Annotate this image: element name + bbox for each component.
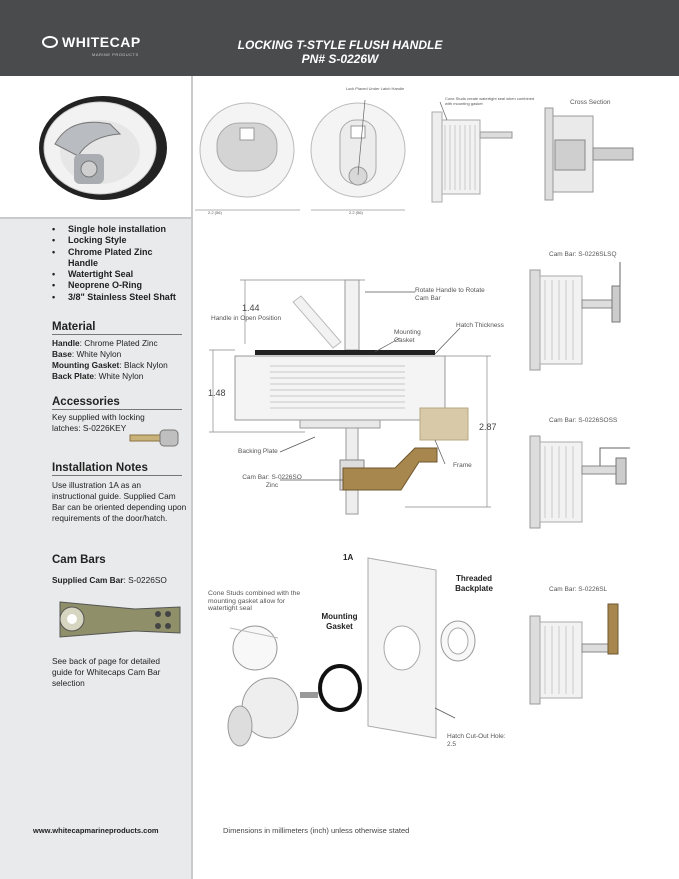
website-link[interactable]: www.whitecapmarineproducts.com bbox=[33, 826, 159, 835]
cam-bar-zinc-label: Cam Bar: S-0226SO Zinc bbox=[242, 474, 302, 489]
cam-slsq-drawing bbox=[530, 262, 665, 382]
fig-1a-label: 1A bbox=[343, 553, 354, 562]
supplied-cam-value: S-0226SO bbox=[128, 575, 167, 585]
installation-text: Use illustration 1A as an instructional guide. Supplied Cam Bar can be oriented depending upon requirements of the door/hatch. bbox=[52, 480, 187, 523]
logo-icon bbox=[42, 36, 58, 48]
feature-item: • Neoprene O-Ring bbox=[52, 280, 182, 291]
cam-soss-label: Cam Bar: S-0226SOSS bbox=[549, 417, 618, 424]
cam-bar-photo bbox=[50, 597, 185, 642]
title-line-1: LOCKING T-STYLE FLUSH HANDLE bbox=[237, 38, 443, 52]
base-label: Base bbox=[52, 349, 72, 359]
product-photo bbox=[0, 76, 191, 219]
accessories-heading: Accessories bbox=[52, 396, 182, 410]
accessories-text: Key supplied with locking latches: S-0226KEY bbox=[52, 412, 145, 433]
material-heading: Material bbox=[52, 321, 182, 335]
feature-item: • Watertight Seal bbox=[52, 269, 182, 280]
mounting-gasket-label: Mounting Gasket bbox=[394, 329, 421, 344]
threaded-backplate-label: Threaded Backplate bbox=[455, 574, 493, 593]
dim-left: 2.2 (56) bbox=[208, 210, 222, 215]
handle-value: Chrome Plated Zinc bbox=[84, 338, 158, 348]
see-back-text: See back of page for detailed guide for Whitecaps Cam Bar selection bbox=[52, 656, 161, 688]
hatch-thickness-label: Hatch Thickness bbox=[456, 322, 504, 329]
backplate-value: White Nylon bbox=[98, 371, 144, 381]
page-header bbox=[0, 0, 679, 76]
dim-right: 2.2 (56) bbox=[349, 210, 363, 215]
feature-item: • Locking Style bbox=[52, 235, 182, 246]
dim-2-87: 2.87 bbox=[479, 422, 497, 432]
key-icon bbox=[130, 428, 180, 448]
cross-section-label: Cross Section bbox=[570, 99, 611, 106]
feature-item: • Single hole installation bbox=[52, 224, 182, 235]
hatch-cutout-label: Hatch Cut-Out Hole: 2.5 bbox=[447, 733, 506, 748]
feature-list bbox=[52, 224, 182, 303]
brand-sub: MARINE PRODUCTS bbox=[92, 52, 139, 57]
backing-plate-label: Backing Plate bbox=[238, 448, 278, 455]
backplate-label: Back Plate bbox=[52, 371, 94, 381]
dim-1-44: 1.44 bbox=[242, 303, 260, 313]
page-title bbox=[200, 38, 480, 66]
cam-bars-heading: Cam Bars bbox=[52, 554, 106, 566]
rotate-label: Rotate Handle to Rotate Cam Bar bbox=[415, 287, 485, 302]
handle-label: Handle bbox=[52, 338, 80, 348]
title-line-2: PN# S-0226W bbox=[301, 52, 379, 66]
brand-logo bbox=[42, 34, 141, 50]
gasket-value: Black Nylon bbox=[123, 360, 168, 370]
handle-open-label: Handle in Open Position bbox=[211, 315, 282, 322]
frame-label: Frame bbox=[453, 462, 472, 469]
dim-1-48: 1.48 bbox=[208, 388, 226, 398]
supplied-cam-bar: Supplied Cam Bar: S-0226SO bbox=[52, 575, 167, 585]
lock-label: Lock Placed Under Latch Handle bbox=[345, 86, 405, 91]
cam-slsq-label: Cam Bar: S-0226SLSQ bbox=[549, 251, 617, 258]
cone-label: Cone Studs create watertight seal when combined with mounting gasket bbox=[445, 96, 535, 106]
mounting-gasket-bold-label: Mounting Gasket bbox=[321, 612, 358, 631]
dimensions-note: Dimensions in millimeters (inch) unless otherwise stated bbox=[223, 826, 410, 835]
base-value: White Nylon bbox=[76, 349, 122, 359]
feature-item: • Chrome Plated Zinc Handle bbox=[52, 247, 182, 270]
cam-sl-label: Cam Bar: S-0226SL bbox=[549, 586, 608, 593]
gasket-label: Mounting Gasket bbox=[52, 360, 120, 370]
brand-name: WHITECAP bbox=[62, 34, 141, 50]
feature-item: • 3/8" Stainless Steel Shaft bbox=[52, 292, 182, 303]
supplied-cam-label: Supplied Cam Bar bbox=[52, 575, 124, 585]
cone-studs-label: Cone Studs combined with the mounting gasket allow for watertight seal bbox=[208, 590, 301, 612]
material-list: Handle: Chrome Plated Zinc Base: White Nylon Mounting Gasket: Black Nylon Back Plate: White Nylon bbox=[52, 338, 168, 381]
sidebar bbox=[0, 76, 193, 879]
cam-soss-drawing bbox=[530, 428, 665, 538]
installation-heading: Installation Notes bbox=[52, 462, 182, 476]
cam-sl-drawing bbox=[530, 596, 665, 706]
